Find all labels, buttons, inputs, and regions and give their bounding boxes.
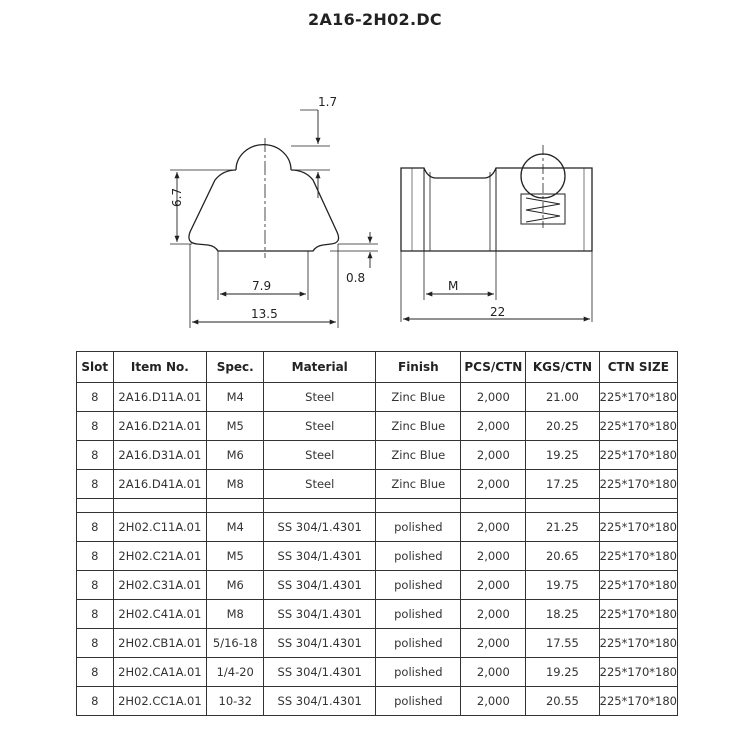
table-cell: Zinc Blue [376, 383, 461, 412]
table-cell: 20.55 [526, 687, 599, 716]
table-cell: M5 [207, 412, 264, 441]
table-cell: 225*170*180 [599, 571, 677, 600]
table-row [77, 542, 678, 571]
col-header: KGS/CTN [526, 352, 599, 383]
table-cell: SS 304/1.4301 [264, 658, 376, 687]
table-cell: 8 [77, 571, 114, 600]
table-cell: 8 [77, 658, 114, 687]
table-cell: 10-32 [207, 687, 264, 716]
table-cell-empty [599, 499, 677, 513]
table-cell: polished [376, 513, 461, 542]
front-dimensions [177, 110, 370, 322]
table-cell: polished [376, 629, 461, 658]
table-cell: 2,000 [461, 513, 526, 542]
table-cell: 2H02.CB1A.01 [113, 629, 207, 658]
col-header: Spec. [207, 352, 264, 383]
table-cell: 225*170*180 [599, 629, 677, 658]
table-row [77, 441, 678, 470]
table-cell: 2A16.D11A.01 [113, 383, 207, 412]
table-cell: 19.25 [526, 658, 599, 687]
table-cell: 2H02.C31A.01 [113, 571, 207, 600]
table-cell: Steel [264, 441, 376, 470]
col-header: Item No. [113, 352, 207, 383]
table-row [77, 513, 678, 542]
table-cell: SS 304/1.4301 [264, 600, 376, 629]
table-cell: M4 [207, 513, 264, 542]
table-cell: 8 [77, 383, 114, 412]
table-cell: 2,000 [461, 542, 526, 571]
table-cell: 2H02.CA1A.01 [113, 658, 207, 687]
spec-table [76, 351, 678, 716]
side-view [401, 145, 592, 322]
table-cell: 2A16.D41A.01 [113, 470, 207, 499]
table-cell: Zinc Blue [376, 412, 461, 441]
table-cell: 8 [77, 513, 114, 542]
table-cell: 2,000 [461, 383, 526, 412]
table-cell: SS 304/1.4301 [264, 513, 376, 542]
table-cell: 225*170*180 [599, 600, 677, 629]
table-cell: SS 304/1.4301 [264, 542, 376, 571]
table-cell: 2H02.C21A.01 [113, 542, 207, 571]
table-cell: M8 [207, 600, 264, 629]
table-cell: 2H02.CC1A.01 [113, 687, 207, 716]
dim-thread: M [448, 279, 459, 293]
table-cell: SS 304/1.4301 [264, 571, 376, 600]
table-cell: 8 [77, 629, 114, 658]
table-cell: 20.65 [526, 542, 599, 571]
table-cell: 21.25 [526, 513, 599, 542]
dim-small: 0.8 [346, 271, 366, 285]
table-row [77, 412, 678, 441]
table-cell: 8 [77, 600, 114, 629]
table-cell: 225*170*180 [599, 542, 677, 571]
table-cell: 2A16.D21A.01 [113, 412, 207, 441]
table-cell: 225*170*180 [599, 470, 677, 499]
table-cell: M8 [207, 470, 264, 499]
col-header: CTN SIZE [599, 352, 677, 383]
table-row [77, 383, 678, 412]
table-cell: 225*170*180 [599, 412, 677, 441]
table-cell: polished [376, 687, 461, 716]
table-cell: Steel [264, 470, 376, 499]
table-cell-empty [113, 499, 207, 513]
table-cell: 20.25 [526, 412, 599, 441]
table-cell: 2,000 [461, 412, 526, 441]
table-row [77, 600, 678, 629]
dim-width: 13.5 [251, 307, 278, 321]
table-cell: polished [376, 658, 461, 687]
table-cell: 21.00 [526, 383, 599, 412]
col-header: Material [264, 352, 376, 383]
dim-height: 6.7 [170, 187, 184, 207]
dim-top: 1.7 [318, 95, 338, 109]
table-row [77, 629, 678, 658]
table-cell: 8 [77, 542, 114, 571]
table-cell: 8 [77, 412, 114, 441]
table-row [77, 571, 678, 600]
table-cell: SS 304/1.4301 [264, 629, 376, 658]
ball-top [236, 145, 291, 170]
table-cell: M5 [207, 542, 264, 571]
table-cell: 8 [77, 687, 114, 716]
table-cell: Steel [264, 383, 376, 412]
front-view [170, 110, 378, 328]
table-cell-empty [461, 499, 526, 513]
table-cell: polished [376, 542, 461, 571]
col-header: PCS/CTN [461, 352, 526, 383]
col-header: Slot [77, 352, 114, 383]
table-cell: Steel [264, 412, 376, 441]
table-cell: 8 [77, 441, 114, 470]
table-cell: polished [376, 600, 461, 629]
table-cell: M4 [207, 383, 264, 412]
nut-outline [189, 170, 339, 251]
table-row [77, 687, 678, 716]
technical-drawing [0, 0, 750, 345]
table-cell: 225*170*180 [599, 687, 677, 716]
table-cell: 225*170*180 [599, 383, 677, 412]
table-cell-empty [526, 499, 599, 513]
table-cell: 2,000 [461, 600, 526, 629]
table-cell: 19.25 [526, 441, 599, 470]
table-cell-empty [376, 499, 461, 513]
table-cell: Zinc Blue [376, 470, 461, 499]
table-cell: 1/4-20 [207, 658, 264, 687]
table-cell-empty [77, 499, 114, 513]
table-cell: 2,000 [461, 470, 526, 499]
table-cell: 17.55 [526, 629, 599, 658]
table-header-row [77, 352, 678, 383]
table-cell: 225*170*180 [599, 658, 677, 687]
table-row [77, 658, 678, 687]
table-cell: 2,000 [461, 571, 526, 600]
table-cell: 225*170*180 [599, 513, 677, 542]
table-cell: polished [376, 571, 461, 600]
table-cell: 2H02.C41A.01 [113, 600, 207, 629]
table-cell: 18.25 [526, 600, 599, 629]
dim-length: 22 [490, 305, 506, 319]
table-cell: 2,000 [461, 441, 526, 470]
table-cell: M6 [207, 441, 264, 470]
table-cell: 225*170*180 [599, 441, 677, 470]
table-cell-empty [264, 499, 376, 513]
table-cell: 2,000 [461, 658, 526, 687]
table-separator-row [77, 499, 678, 513]
table-cell: 8 [77, 470, 114, 499]
table-cell: SS 304/1.4301 [264, 687, 376, 716]
table-cell: 5/16-18 [207, 629, 264, 658]
table-cell: 2H02.C11A.01 [113, 513, 207, 542]
page-title: 2A16-2H02.DC [308, 10, 442, 29]
table-cell: Zinc Blue [376, 441, 461, 470]
table-cell: 2,000 [461, 687, 526, 716]
table-cell: 2A16.D31A.01 [113, 441, 207, 470]
table-cell: M6 [207, 571, 264, 600]
table-cell-empty [207, 499, 264, 513]
table-cell: 17.25 [526, 470, 599, 499]
table-cell: 19.75 [526, 571, 599, 600]
table-cell: 2,000 [461, 629, 526, 658]
dim-inner: 7.9 [252, 279, 272, 293]
col-header: Finish [376, 352, 461, 383]
table-row [77, 470, 678, 499]
